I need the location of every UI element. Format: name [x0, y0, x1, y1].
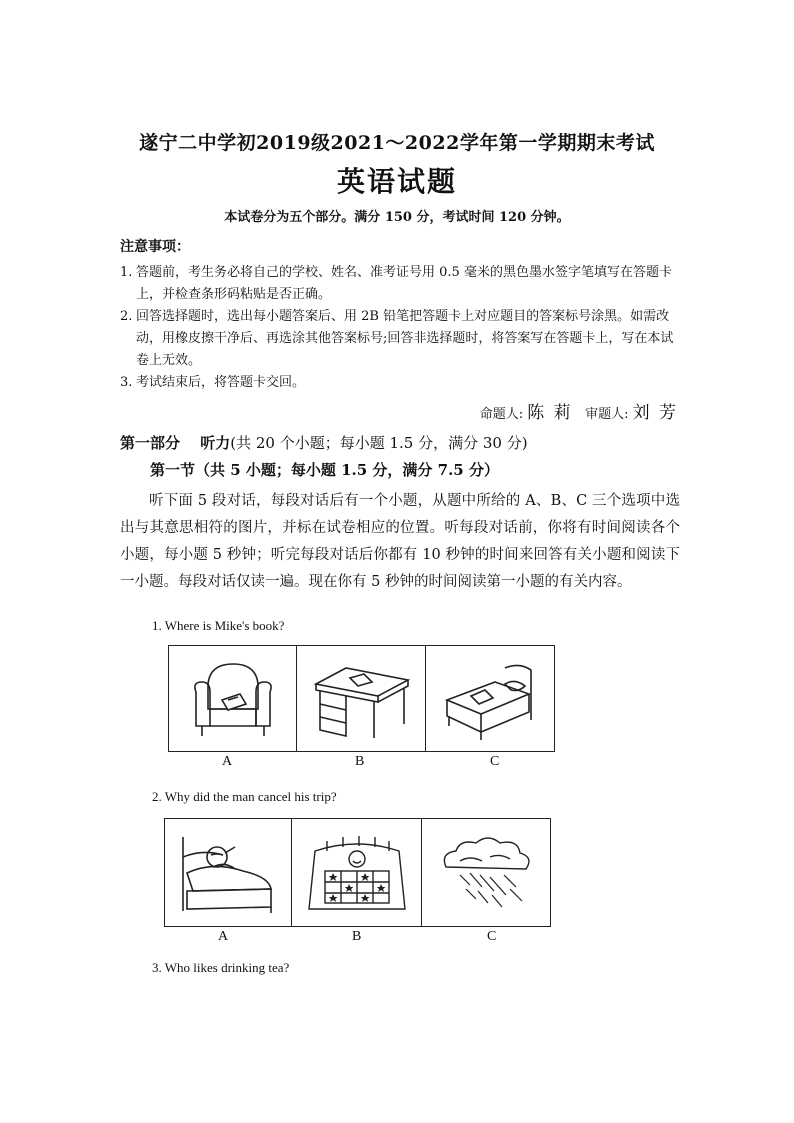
q1-option-a: A [222, 754, 233, 769]
notice-item-text: 考试结束后，将答题卡交回。 [136, 375, 306, 390]
listening-instructions: 听下面 5 段对话，每段对话后有一个小题，从题中所给的 A、B、C 三个选项中选出与其意思相符的图片，并标在试卷相应的位置。听每段对话前，你将有时间阅读各个小题，每小题 5 秒钟；听完每段对话后你都有 10 秒钟的时间来回答有关小题和阅读下一小题。每段对话仅读一遍。现在你有 5 秒钟的时间阅读第一小题的有关内容。 [120, 493, 680, 590]
exam-info: 本试卷分为五个部分。满分 150 分，考试时间 120 分钟。 [224, 210, 570, 225]
q2-option-a: A [218, 929, 229, 944]
part1-heading [120, 432, 528, 453]
school-exam-title: 遂宁二中学初2019级2021～2022学年第一学期期末考试 [139, 132, 655, 154]
calendar-tent-icon [292, 819, 421, 926]
notice-item-1 [120, 262, 680, 306]
question-1-pictures [168, 645, 555, 752]
authors-line [480, 398, 678, 423]
section1-heading: 第一节（共 5 小题；每小题 1.5 分，满分 7.5 分） [150, 461, 499, 479]
q1-option-c: C [490, 754, 500, 769]
question-2: 2. Why did the man cancel his trip? [152, 789, 337, 804]
reviewer-label: 审题人: [585, 407, 629, 422]
reviewer-name: 刘 芳 [632, 403, 678, 423]
sick-person-in-bed-icon [165, 819, 292, 926]
setter-name: 陈 莉 [527, 403, 573, 423]
notice-item-2 [120, 306, 680, 372]
storm-cloud-rain-icon [422, 819, 550, 926]
part1-title: 第一部分 听力 [120, 434, 231, 452]
setter-label: 命题人: [479, 407, 524, 422]
notice-item-3 [120, 372, 680, 394]
notice-item-number: 3. [120, 375, 133, 390]
part1-desc: (共 20 个小题；每小题 1.5 分，满分 30 分) [230, 434, 528, 452]
bed-with-book-icon [426, 646, 554, 751]
q2-option-c: C [487, 929, 497, 944]
q1-option-b: B [355, 754, 365, 769]
notice-heading: 注意事项： [120, 239, 190, 255]
question-1: 1. Where is Mike's book? [152, 618, 285, 633]
question-3: 3. Who likes drinking tea? [152, 960, 290, 975]
notice-item-number: 1. [120, 265, 133, 280]
notice-item-text: 回答选择题时，选出每小题答案后、用 2B 铅笔把答题卡上对应题目的答案标号涂黑。如需改动，用橡皮擦干净后、再选涂其他答案标号;回答非选择题时，将答案写在答题卡上，写在本试卷上无效。 [136, 309, 674, 368]
notice-item-text: 答题前，考生务必将自己的学校、姓名、准考证号用 0.5 毫米的黑色墨水签字笔填写在答题卡上，并检查条形码粘贴是否正确。 [136, 265, 672, 302]
armchair-with-book-icon [169, 646, 297, 751]
notice-item-number: 2. [120, 309, 133, 324]
desk-with-book-icon [297, 646, 426, 751]
question-2-pictures [164, 818, 551, 927]
subject-title: 英语试题 [336, 165, 457, 198]
q2-option-b: B [352, 929, 362, 944]
